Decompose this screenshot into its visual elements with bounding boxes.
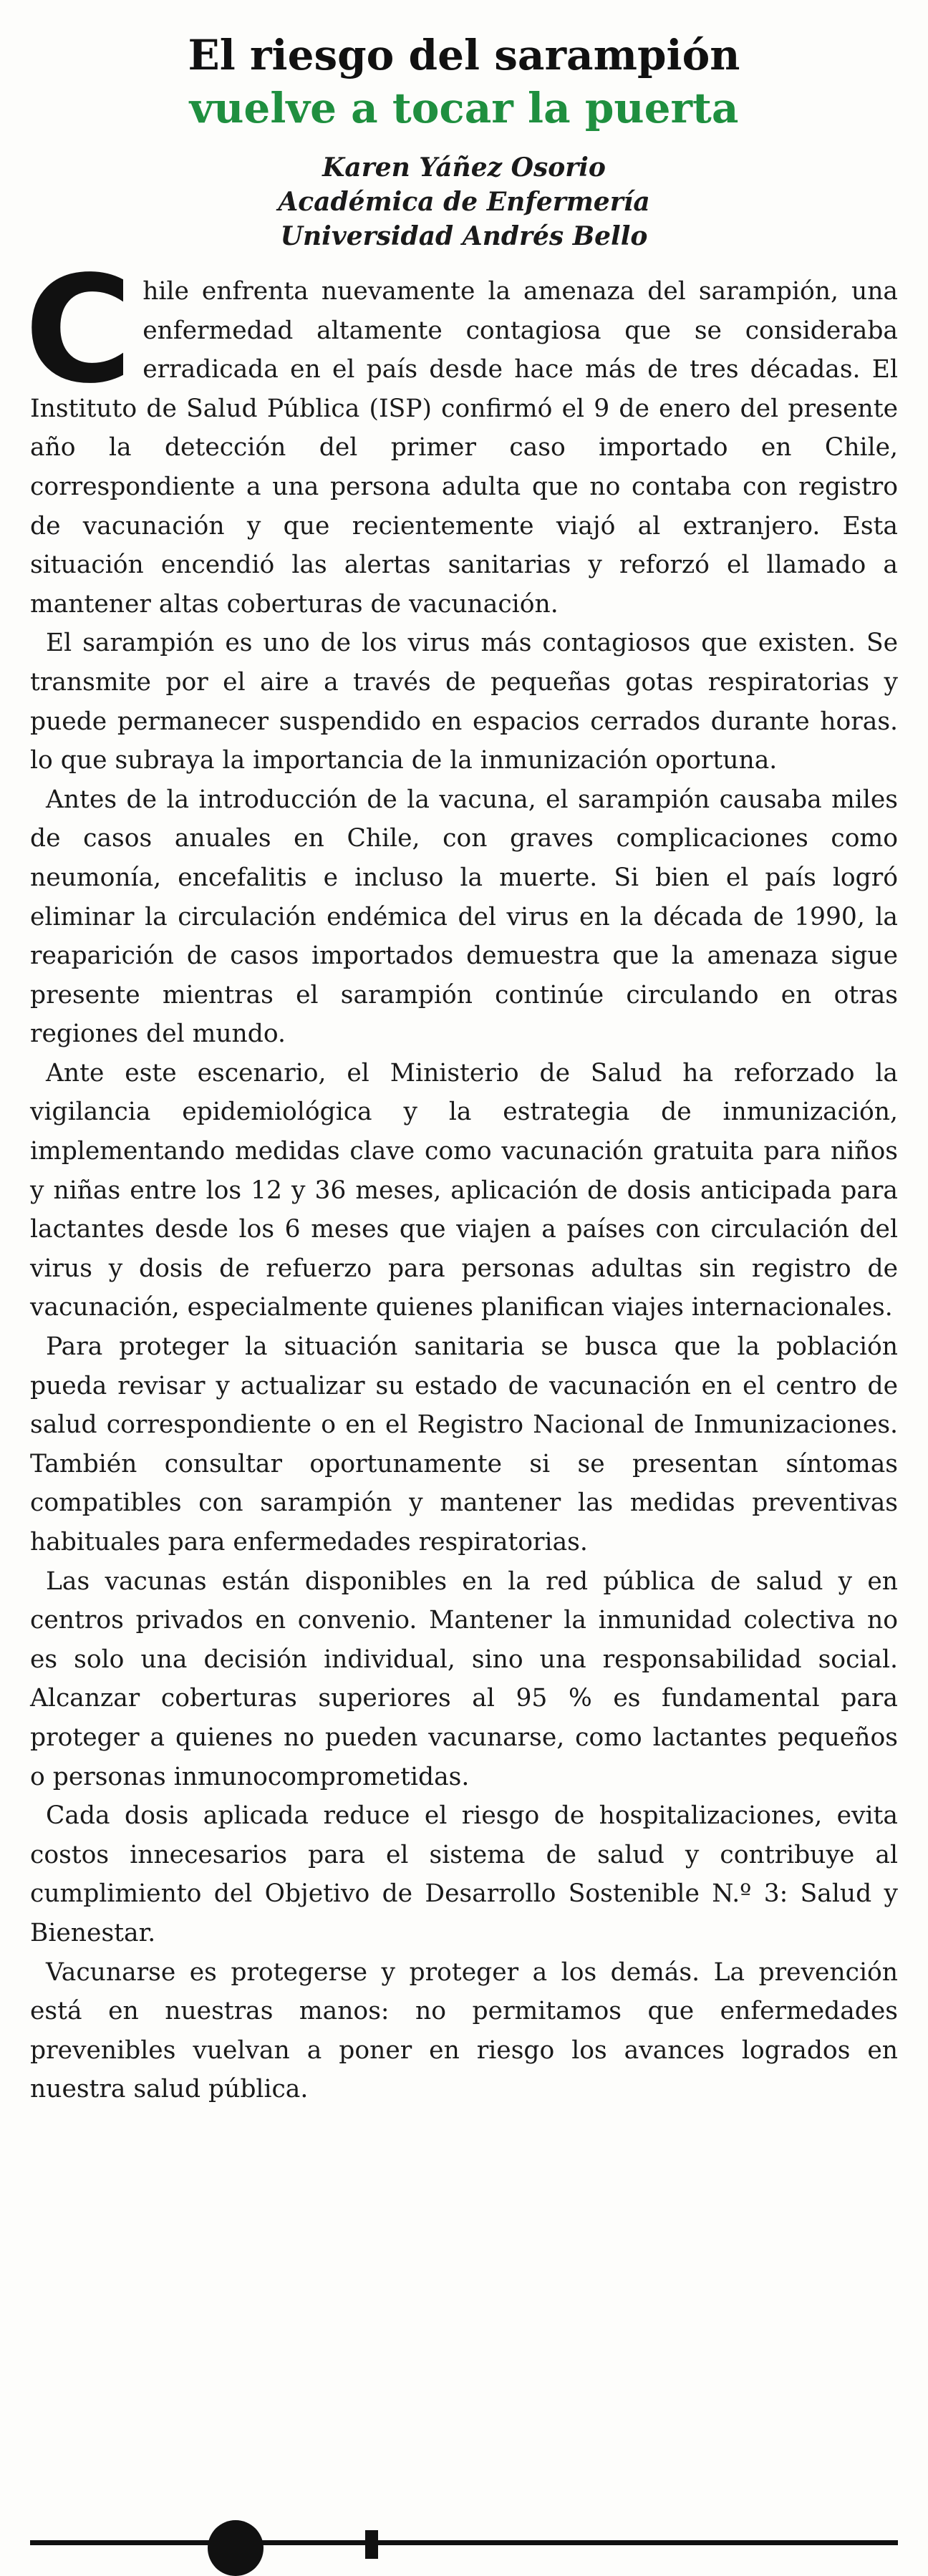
paragraph-4: Ante este escenario, el Ministerio de Salud ha reforzado la vigilancia epidemiológica y la estrategia de inmunización, implementando medidas clave como vacunación gratuita para niños y niñas entre los 12 y 36 meses, aplicación de dosis anticipada para lactantes desde los 6 meses que viajen a países con circulación del virus y dosis de refuerzo para personas adultas sin registro de vacunación, especialmente quienes planifican viajes internacionales. [30,1058,898,1322]
byline-role: Académica de Enfermería [278,187,650,217]
paragraph-1-text: hile enfrenta nuevamente la amenaza del sarampión, una enfermedad altamente contagiosa que se consideraba erradicada en el país desde hace más de tres décadas. El Instituto de Salud Pública (ISP) confirmó el 9 de enero del presente año la detección del primer caso importado en Chile, correspondiente a una persona adulta que no contaba con registro de vacunación y que recientemente viajó al extranjero. Esta situación encendió las alertas sanitarias y reforzó el llamado a mantener altas coberturas de vacunación. [30,277,898,619]
byline-author: Karen Yáñez Osorio [322,152,606,183]
paragraph-7: Cada dosis aplicada reduce el riesgo de hospitalizaciones, evita costos innecesarios para el sistema de salud y contribuye al cumplimiento del Objetivo de Desarrollo Sostenible N.º 3: Salud y Bienestar. [30,1801,898,1947]
paragraph-8: Vacunarse es protegerse y proteger a los demás. La prevención está en nuestras manos: no permitamos que enfermedades prevenibles vuelvan a poner en riesgo los avances logrados en nuestra salud pública. [30,1957,898,2104]
article [24,29,898,2109]
drop-cap: C [24,244,133,416]
footer-tick-mark [365,2530,378,2559]
footer-circle-mark [208,2520,264,2576]
article-body [24,244,898,2109]
paragraph-2: El sarampión es uno de los virus más contagiosos que existen. Se transmite por el aire a través de pequeñas gotas respiratorias y puede permanecer suspendido en espacios cerrados durante horas. lo que subraya la importancia de la inmunización oportuna. [30,629,898,775]
byline-institution: Universidad Andrés Bello [280,221,648,251]
paragraph-5: Para proteger la situación sanitaria se busca que la población pueda revisar y actualizar su estado de vacunación en el centro de salud correspondiente o en el Registro Nacional de Inmunizaciones. También consultar oportunamente si se presentan síntomas compatibles con sarampión y mantener las medidas preventivas habituales para enfermedades respiratorias. [30,1332,898,1556]
paragraph-3: Antes de la introducción de la vacuna, el sarampión causaba miles de casos anuales en Chile, con graves complicaciones como neumonía, encefalitis e incluso la muerte. Si bien el país logró eliminar la circulación endémica del virus en la década de 1990, la reaparición de casos importados demuestra que la amenaza sigue presente mientras el sarampión continúe circulando en otras regiones del mundo. [30,785,898,1049]
byline [30,150,898,253]
footer-divider [30,2540,898,2545]
headline-line-2: vuelve a tocar la puerta [189,84,739,132]
headline-line-1: El riesgo del sarampión [188,31,740,79]
paragraph-1 [24,244,898,624]
paragraph-6: Las vacunas están disponibles en la red pública de salud y en centros privados en convenio. Mantener la inmunidad colectiva no es solo una decisión individual, sino una responsabilidad social. Alcanzar coberturas superiores al 95 % es fundamental para proteger a quienes no pueden vacunarse, como lactantes pequeños o personas inmunocomprometidas. [30,1567,898,1791]
